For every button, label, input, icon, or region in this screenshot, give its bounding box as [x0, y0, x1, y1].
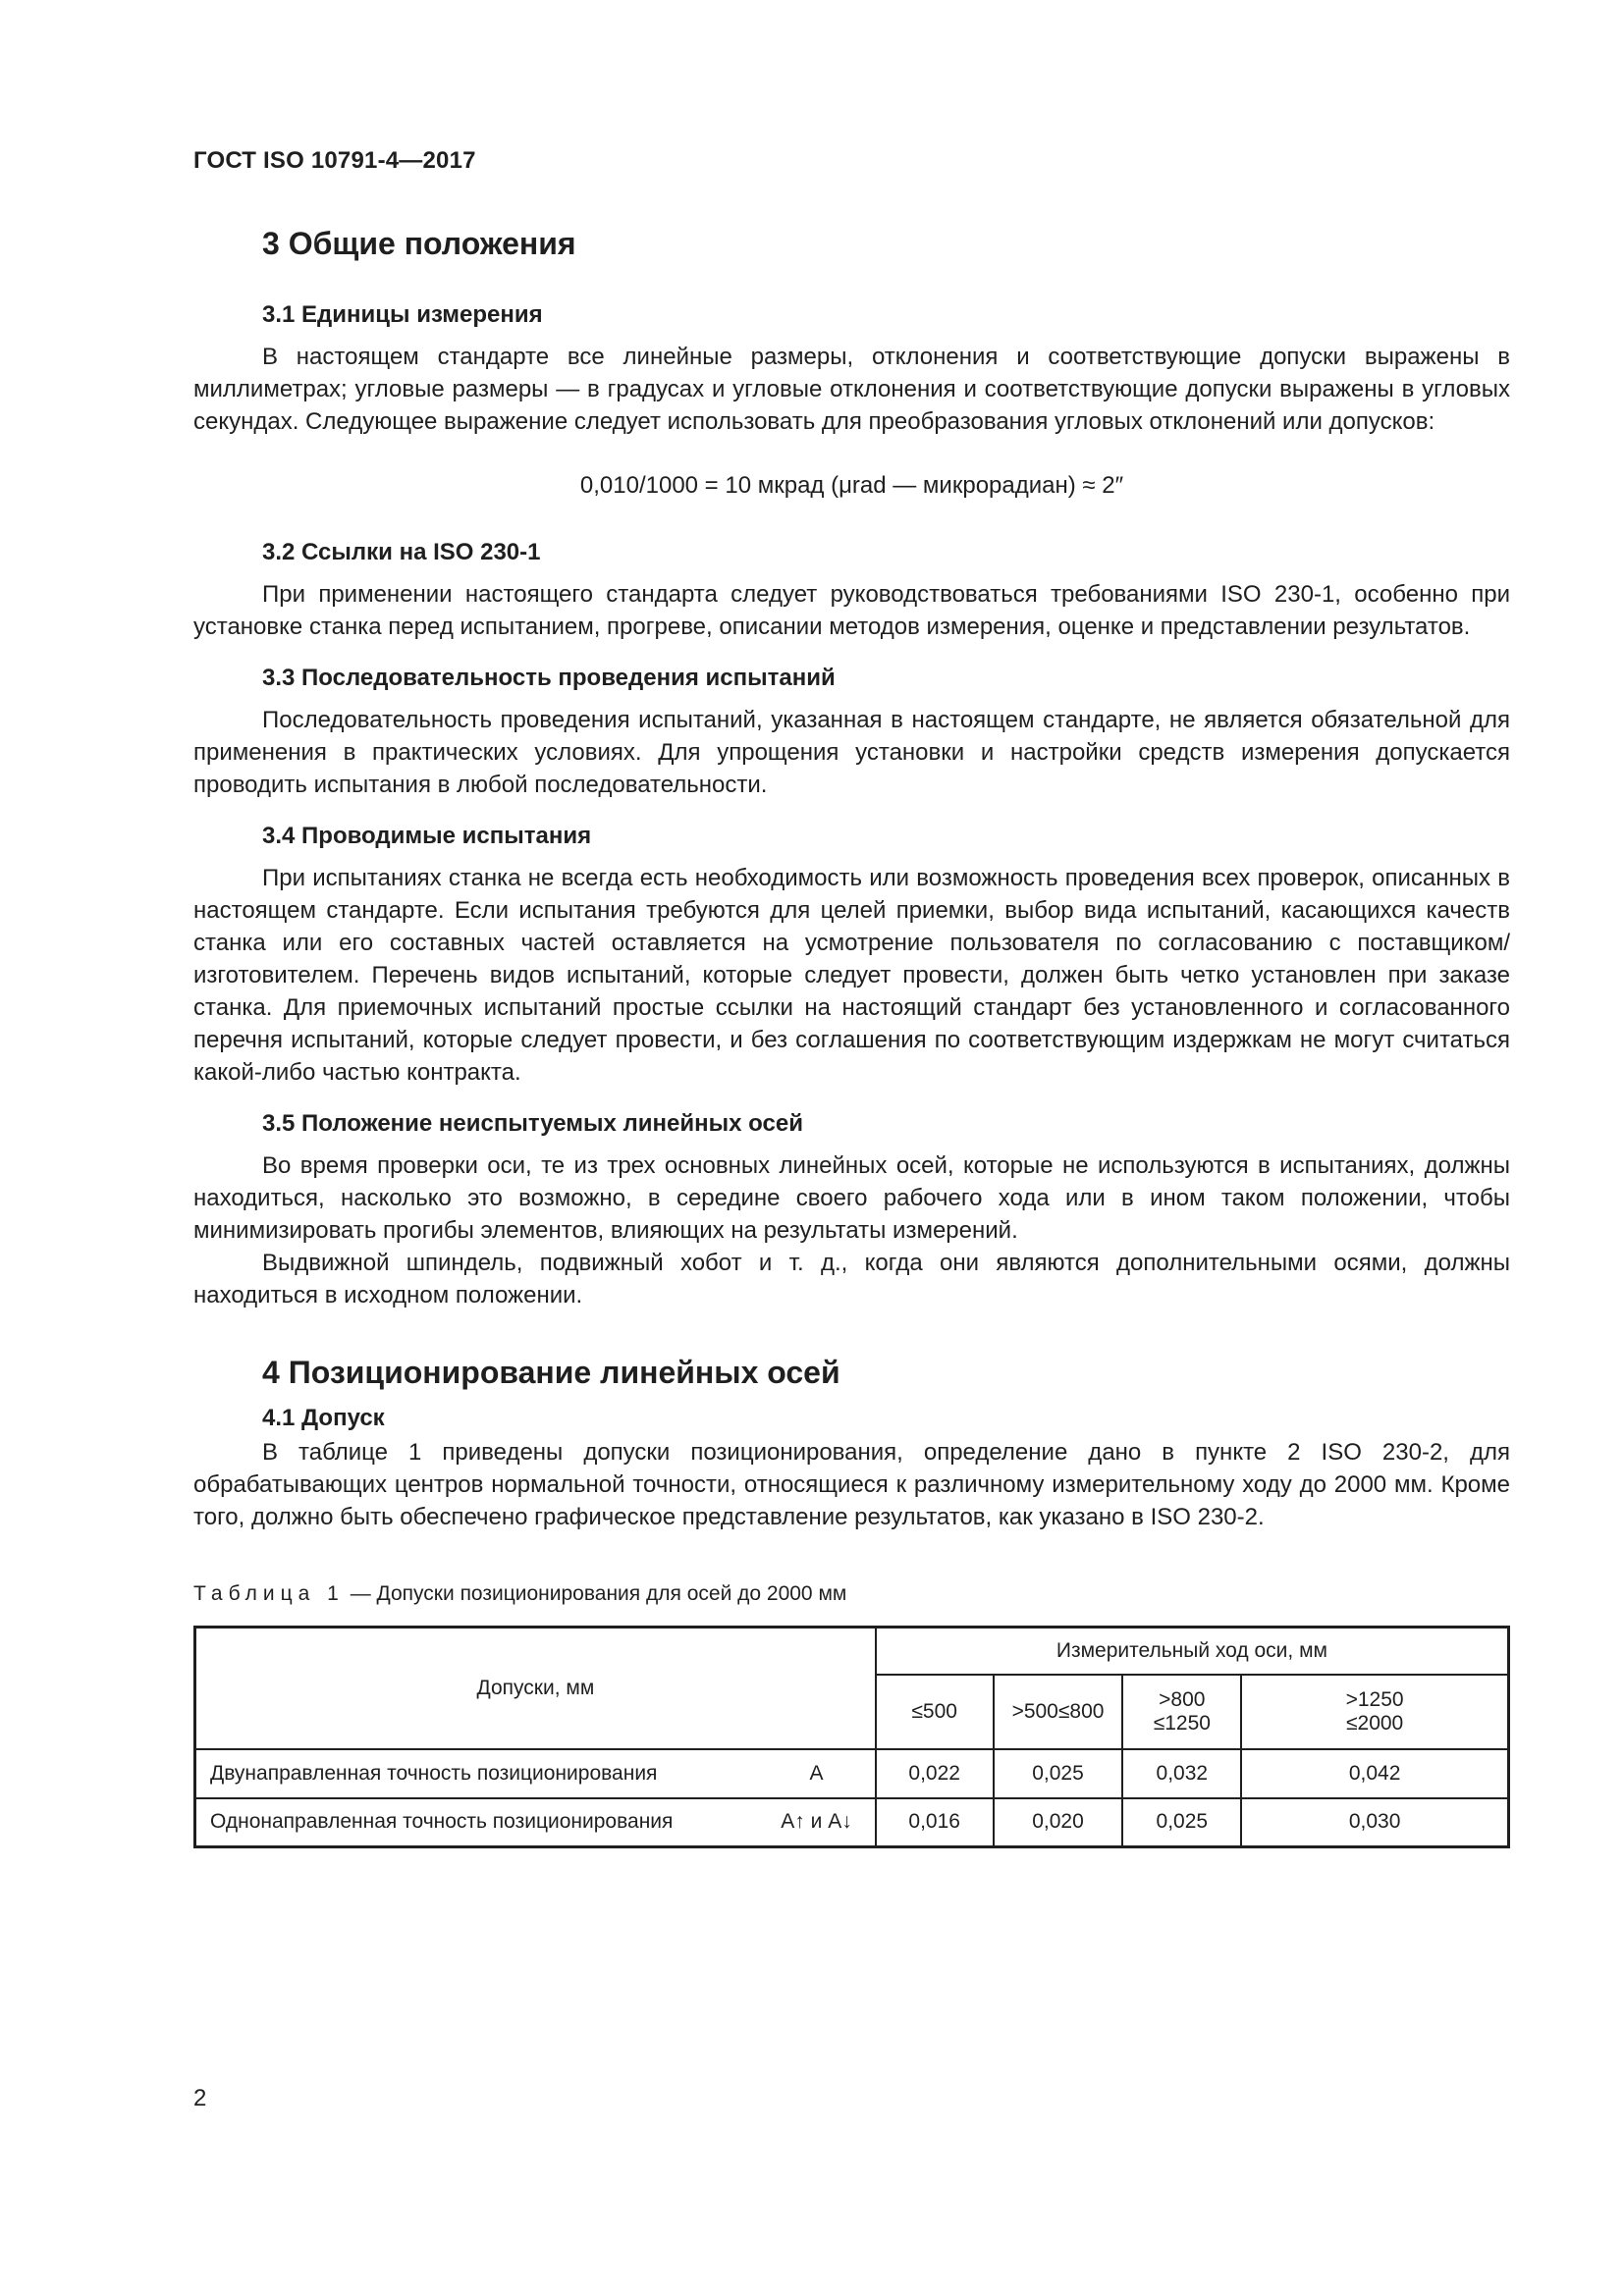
stroke-range-header: Измерительный ход оси, мм: [876, 1628, 1509, 1675]
section-3-2-text: При применении настоящего стандарта следует руководствоваться требованиями ISO 230-1, особенно при установке станка перед испытанием, прогреве, описании методов измерения, оценке и представлении результатов.: [193, 581, 1510, 640]
range-header-2: >500≤800: [994, 1675, 1123, 1749]
table-cell: 0,020: [994, 1798, 1123, 1847]
section-3-4-text: При испытаниях станка не всегда есть необходимость или возможность проведения всех проверок, описанных в настоящем стандарте. Если испытания требуются для целей приемки, выбор вида испытаний, касающихся качеств станка или его составных частей оставляется на усмотрение пользователя по согласованию с поставщиком/изготовителем. Перечень видов испытаний, которые следует провести, должен быть четко установлен при заказе станка. Для приемочных испытаний простые ссылки на настоящий стандарт без установленного и согласованного перечня испытаний, которые следует провести, и без соглашения по соответствующим издержкам не могут считаться какой-либо частью контракта.: [193, 865, 1510, 1086]
table-cell: 0,022: [876, 1749, 994, 1798]
tolerances-header: Допуски, мм: [195, 1628, 876, 1749]
section-3-2-title: 3.2 Ссылки на ISO 230-1: [262, 539, 541, 565]
row-symbol: A: [758, 1749, 876, 1798]
conversion-formula: 0,010/1000 = 10 мкрад (μrad — микрорадиан) ≈ 2″: [579, 472, 1124, 499]
section-3-5-text-1: Во время проверки оси, те из трех основных линейных осей, которые не используются в испытаниях, должны находиться, насколько это возможно, в середине своего рабочего хода или в ином таком положении, чтобы минимизировать прогибы элементов, влияющих на результаты измерений.: [193, 1152, 1510, 1244]
section-3-4-title: 3.4 Проводимые испытания: [262, 823, 592, 849]
table-cell: 0,032: [1122, 1749, 1241, 1798]
section-3-3-title: 3.3 Последовательность проведения испытаний: [262, 665, 836, 691]
table-header-row-1: [195, 1628, 1509, 1675]
section-4-1: [193, 1405, 1510, 1533]
section-3-4: [193, 823, 1510, 1089]
section-3-1: [193, 301, 1510, 500]
section-4-1-title: 4.1 Допуск: [262, 1405, 385, 1431]
section-3-1-title: 3.1 Единицы измерения: [262, 301, 543, 328]
range-header-4: >1250 ≤2000: [1241, 1675, 1508, 1749]
table-cell: 0,030: [1241, 1798, 1508, 1847]
document-header: ГОСТ ISO 10791-4—2017: [193, 147, 476, 174]
table-1-label: Таблица 1: [193, 1582, 345, 1605]
row-name: Однонаправленная точность позиционирования: [195, 1798, 759, 1847]
table-1-caption: [193, 1582, 1510, 1606]
table-cell: 0,025: [994, 1749, 1123, 1798]
range-header-1: ≤500: [876, 1675, 994, 1749]
table-row: [195, 1749, 1509, 1798]
table-row: [195, 1798, 1509, 1847]
section-3-2: [193, 539, 1510, 643]
page-content: [193, 147, 1510, 1848]
section-3-3: [193, 665, 1510, 801]
table-1-caption-text: — Допуски позиционирования для осей до 2000 мм: [350, 1582, 847, 1605]
section-3-5: [193, 1110, 1510, 1311]
section-4-title: 4 Позиционирование линейных осей: [262, 1355, 840, 1390]
section-3-5-text-2: Выдвижной шпиндель, подвижный хобот и т. д., когда они являются дополнительными осями, должны находиться в исходном положении.: [193, 1250, 1510, 1308]
tolerance-table: [193, 1626, 1510, 1848]
section-3-1-text: В настоящем стандарте все линейные размеры, отклонения и соответствующие допуски выражены в миллиметрах; угловые размеры — в градусах и угловые отклонения и соответствующие допуски выражены в угловых секундах. Следующее выражение следует использовать для преобразования угловых отклонений или допусков:: [193, 344, 1510, 435]
range-header-3: >800 ≤1250: [1122, 1675, 1241, 1749]
section-3-title: 3 Общие положения: [262, 226, 576, 261]
section-3-5-title: 3.5 Положение неиспытуемых линейных осей: [262, 1110, 803, 1137]
section-3-3-text: Последовательность проведения испытаний, указанная в настоящем стандарте, не является обязательной для применения в практических условиях. Для упрощения установки и настройки средств измерения допускается проводить испытания в любой последовательности.: [193, 707, 1510, 798]
row-symbol: A↑ и A↓: [758, 1798, 876, 1847]
table-cell: 0,042: [1241, 1749, 1508, 1798]
section-4-1-text: В таблице 1 приведены допуски позиционирования, определение дано в пункте 2 ISO 230-2, для обрабатывающих центров нормальной точности, относящиеся к различному измерительному ходу до 2000 мм. Кроме того, должно быть обеспечено графическое представление результатов, как указано в ISO 230-2.: [193, 1439, 1510, 1530]
table-cell: 0,025: [1122, 1798, 1241, 1847]
table-cell: 0,016: [876, 1798, 994, 1847]
row-name: Двунаправленная точность позиционирования: [195, 1749, 759, 1798]
page-number: 2: [193, 2085, 207, 2111]
